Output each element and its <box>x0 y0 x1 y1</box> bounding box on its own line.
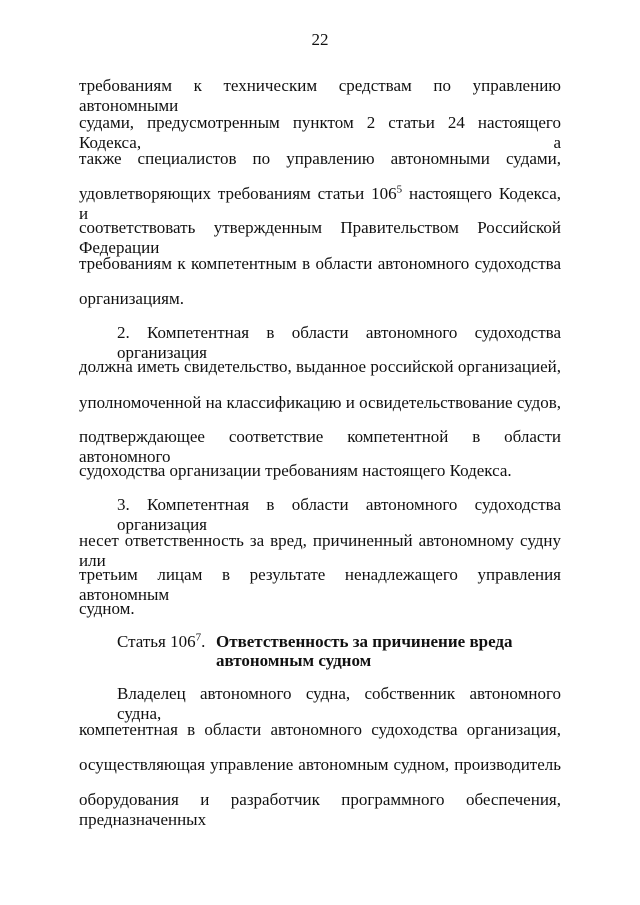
para1-line3: также специалистов по управлению автономными судами, <box>79 149 561 168</box>
para3-line3: третьим лицам в результате ненадлежащего управления автономным <box>79 565 561 604</box>
page-number: 22 <box>311 30 329 49</box>
para4-line1: Владелец автономного судна, собственник автономного судна, <box>117 684 561 723</box>
article-title-line2: автономным судном <box>216 651 372 670</box>
para4-line2: компетентная в области автономного судоходства организация, <box>79 720 561 739</box>
para3-line2: несет ответственность за вред, причиненный автономному судну или <box>79 531 561 570</box>
para1-line4-a: удовлетворяющих требованиям статьи 106 <box>79 184 397 203</box>
para4-line3: осуществляющая управление автономным судном, производитель <box>79 755 561 774</box>
article-label-sup: 7 <box>195 631 202 644</box>
footnote-sup-5: 5 <box>396 183 403 196</box>
para1-line7: организациям. <box>79 289 184 308</box>
para3-line1: 3. Компетентная в области автономного судоходства организация <box>117 495 561 534</box>
para2-line1: 2. Компетентная в области автономного судоходства организация <box>117 323 561 362</box>
para2-line3: уполномоченной на классификацию и освидетельствование судов, <box>79 393 562 412</box>
article-label <box>117 632 205 652</box>
para2-line2: должна иметь свидетельство, выданное российской организацией, <box>79 357 561 376</box>
article-label-dot: . <box>201 632 206 651</box>
para1-line6: требованиям к компетентным в области автономного судоходства <box>79 254 561 273</box>
para4-line4: оборудования и разработчик программного обеспечения, предназначенных <box>79 790 561 829</box>
para1-line2: судами, предусмотренным пунктом 2 статьи 24 настоящего Кодекса, а <box>79 113 561 152</box>
article-title-line1: Ответственность за причинение вреда <box>216 632 513 651</box>
para1-line5: соответствовать утвержденным Правительством Российской Федерации <box>79 218 561 257</box>
para1-line4-b: настоящего Кодекса, и <box>79 184 561 223</box>
para1-line1: требованиям к техническим средствам по управлению автономными <box>79 76 561 115</box>
para2-line5: судоходства организации требованиям настоящего Кодекса. <box>79 461 512 480</box>
article-label-text: Статья 106 <box>117 632 196 651</box>
para3-line4: судном. <box>79 599 135 618</box>
para2-line4: подтверждающее соответствие компетентной в области автономного <box>79 427 561 466</box>
